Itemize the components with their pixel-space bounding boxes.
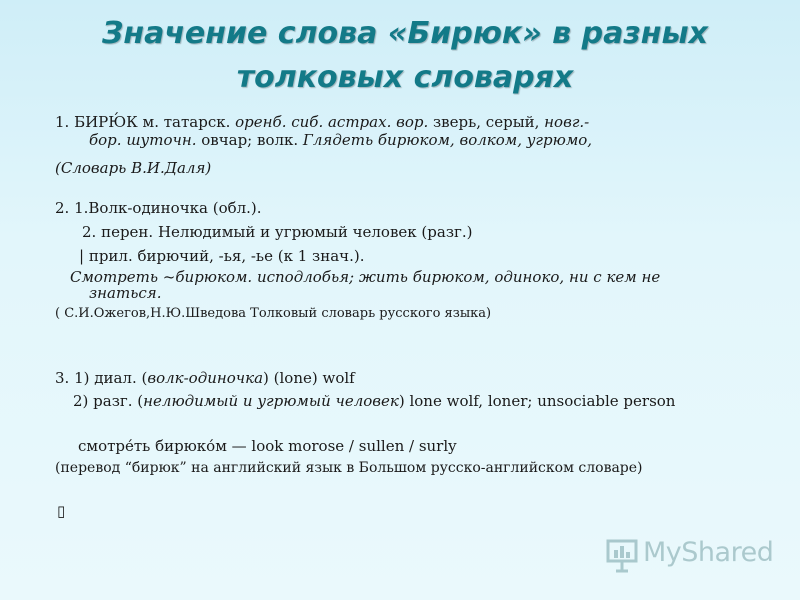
- watermark-text: MyShared: [643, 537, 774, 568]
- presentation-screen-icon: [605, 537, 639, 573]
- entry1-headword: 1. БИРЮ́К м. татарск.: [55, 113, 236, 131]
- watermark-logo: [605, 535, 774, 575]
- entry3-sense2-gloss: нелюдимый и угрюмый человек: [143, 392, 399, 410]
- entry2-line2: 2. перен. Нелюдимый и угрюмый человек (разг.): [82, 223, 473, 241]
- entry1-region-bor: бор. шуточн.: [89, 131, 197, 149]
- entry3-source: (перевод “бирюк” на английский язык в Большом русско-английском словаре): [55, 460, 643, 476]
- slide-title: [60, 12, 750, 100]
- entry1-meaning: зверь, серый,: [428, 113, 545, 131]
- entry3-line3: смотре́ть бирюко́м — look morose / sullen / surly: [78, 437, 457, 455]
- slide-title-line1: Значение слова «Бирюк» в разных: [102, 16, 708, 51]
- entry3-sense2-label: 2) разг. (: [73, 392, 144, 410]
- entry1-line1: [55, 113, 589, 131]
- entry2-line1: 2. 1.Волк-одиночка (обл.).: [55, 199, 262, 217]
- entry1-example: Глядеть бирюком, волком, угрюмо,: [302, 131, 593, 149]
- entry1-line2: [89, 131, 592, 149]
- entry3-sense1-translation: ) (lone) wolf: [263, 369, 355, 387]
- entry3-line2: [73, 392, 675, 410]
- entry3-sense1-label: 3. 1) диал. (: [55, 369, 148, 387]
- entry1-regions: оренб. сиб. астрах. вор.: [235, 113, 429, 131]
- entry3-sense1-gloss: волк-одиночка: [147, 369, 264, 387]
- entry3-sense2-translation: ) lone wolf, loner; unsociable person: [398, 392, 676, 410]
- entry2-example-b: знаться.: [89, 284, 162, 302]
- slide-title-line2: толковых словарях: [236, 60, 574, 95]
- entry1-region-novg: новг.-: [544, 113, 590, 131]
- missing-glyph-box: ▯: [57, 502, 66, 520]
- entry3-line1: [55, 369, 355, 387]
- entry2-line3: | прил. бирючий, -ья, -ье (к 1 знач.).: [79, 247, 365, 265]
- entry2-source: ( С.И.Ожегов,Н.Ю.Шведова Толковый словарь русского языка): [55, 306, 492, 321]
- entry1-source: (Словарь В.И.Даля): [55, 159, 212, 177]
- entry1-meaning2: овчар; волк.: [196, 131, 303, 149]
- entry2-example-a: Смотреть ~бирюком. исподлобья; жить бирюком, одиноко, ни с кем не: [70, 268, 661, 286]
